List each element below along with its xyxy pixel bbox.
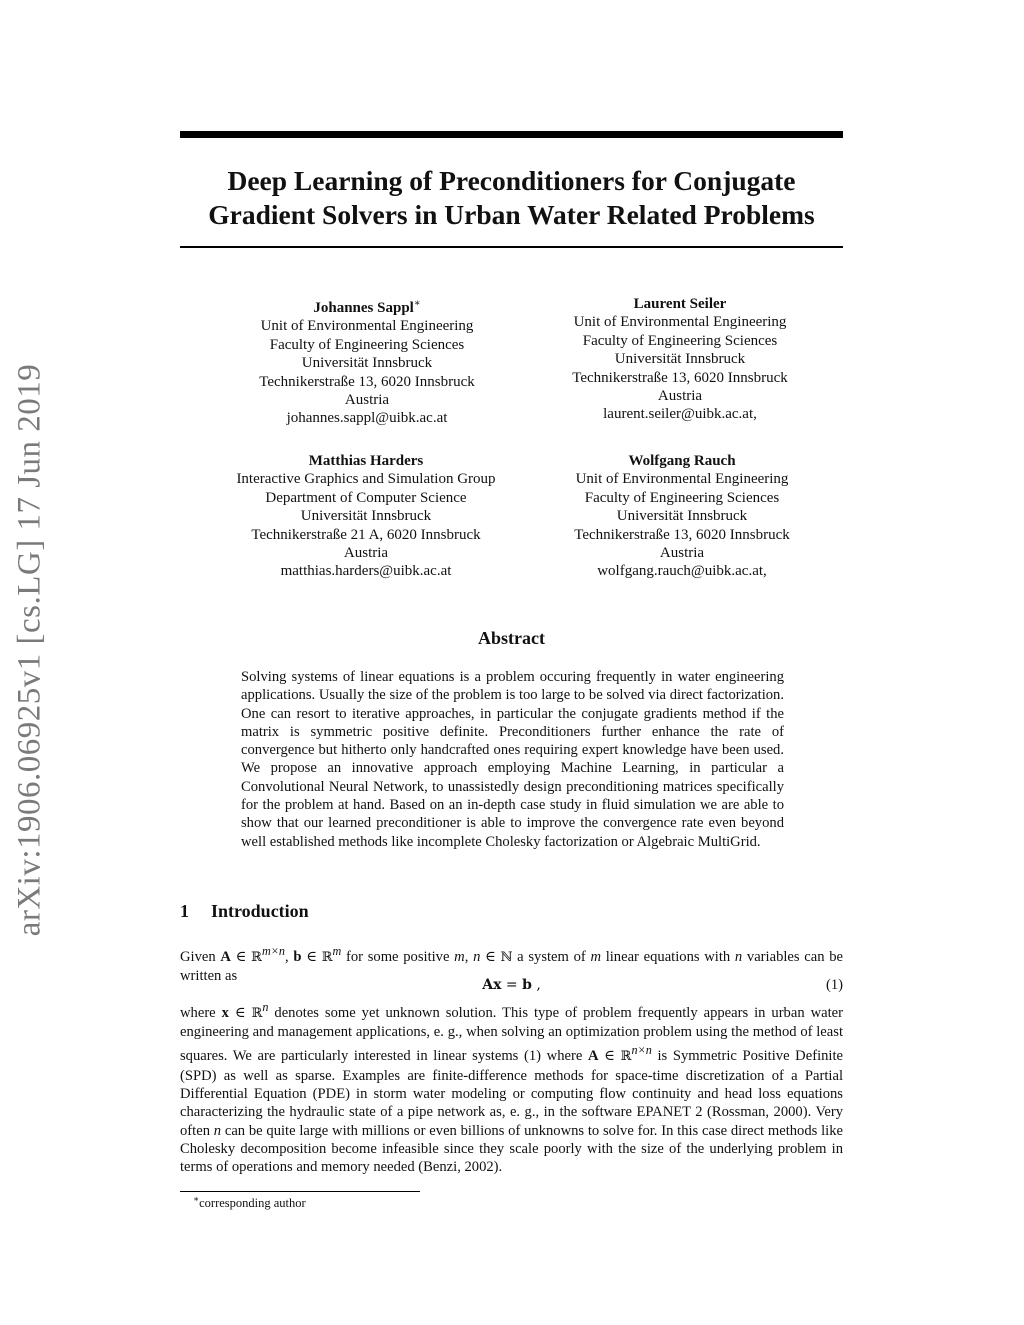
author-name: Johannes Sappl∗ bbox=[313, 298, 421, 316]
title-rule-top bbox=[180, 131, 843, 138]
footnote bbox=[193, 1194, 306, 1211]
abstract-heading: Abstract bbox=[478, 628, 545, 648]
footnote-text: corresponding author bbox=[199, 1196, 306, 1211]
author-email: laurent.seiler@uibk.ac.at, bbox=[603, 406, 757, 423]
equation-number: (1) bbox=[825, 977, 843, 993]
author-affiliation-line: Austria bbox=[344, 392, 390, 409]
author-block-seiler bbox=[530, 295, 830, 424]
author-affiliation-line: Universität Innsbruck bbox=[301, 355, 433, 372]
author-affiliation-line: Faculty of Engineering Sciences bbox=[582, 332, 778, 349]
section-number: 1 bbox=[180, 901, 189, 921]
abstract-text: Solving systems of linear equations is a problem occuring frequently in water engineering applications. Usually the size of the problem is too large to be solved via direct factorization. One can resort to iterative approaches, in particular the conjugate gradients method if the matrix is symmetric positive definite. Preconditioners further enhance the rate of convergence but hitherto only handcrafted ones requiring expert knowledge have been used. We propose an innovative approach employing Machine Learning, in particular a Convolutional Neural Network, to unassistedly design preconditioning matrices specifically for the problem at hand. Based on an in-depth case study in fluid simulation we are able to show that our learned preconditioner is able to improve the convergence rate even beyond well established methods like incomplete Cholesky factorization or Algebraic MultiGrid. bbox=[241, 669, 784, 850]
title-line-2: Gradient Solvers in Urban Water Related Problems bbox=[208, 199, 815, 230]
equation-1 bbox=[180, 977, 843, 997]
author-name: Matthias Harders bbox=[308, 453, 424, 469]
section-title: Introduction bbox=[211, 901, 309, 921]
author-name: Wolfgang Rauch bbox=[628, 453, 736, 469]
author-block-sappl bbox=[217, 295, 517, 428]
author-affiliation-line: Interactive Graphics and Simulation Group bbox=[236, 471, 496, 488]
equation-body: Ax = b , bbox=[482, 977, 541, 993]
author-affiliation-line: Technikerstraße 13, 6020 Innsbruck bbox=[572, 369, 788, 386]
intro-paragraph-1: Given A ∈ ℝ$^{m\times n}$, b ∈ ℝ$^m$ for some positive m, n ∈ ℕ a system of m linear equations with n variables can be written as bbox=[180, 944, 844, 985]
footnote-mark: ∗ bbox=[193, 1194, 200, 1204]
author-affiliation-line: Austria bbox=[657, 388, 703, 405]
author-affiliation-line: Austria bbox=[343, 545, 389, 562]
author-affiliation-line: Unit of Environmental Engineering bbox=[575, 471, 789, 488]
author-email: johannes.sappl@uibk.ac.at bbox=[286, 410, 448, 427]
arxiv-stamp-text: arXiv:1906.06925v1 [cs.LG] 17 Jun 2019 bbox=[11, 363, 48, 937]
author-affiliation-line: Technikerstraße 21 A, 6020 Innsbruck bbox=[251, 526, 481, 543]
author-affiliation-line: Department of Computer Science bbox=[265, 489, 467, 506]
title-rule-bottom bbox=[180, 246, 843, 248]
title-line-1: Deep Learning of Preconditioners for Conjugate bbox=[227, 165, 796, 196]
author-block-rauch bbox=[532, 452, 832, 581]
author-affiliation-line: Faculty of Engineering Sciences bbox=[584, 489, 780, 506]
paper-title bbox=[180, 164, 843, 232]
author-name: Laurent Seiler bbox=[633, 296, 727, 312]
author-affiliation-line: Faculty of Engineering Sciences bbox=[269, 336, 465, 353]
intro-paragraph-2: where x ∈ ℝ$^n$ denotes some yet unknown solution. This type of problem frequently appears in urban water engineering and management applications, e. g., when solving an optimization problem using the method of least squares. We are particularly interested in linear systems (1) where A ∈ ℝ$^{n\times n}$ is Symmetric Positive Definite (SPD) as well as sparse. Examples are finite-difference methods for space-time discretization of a Partial Differential Equation (PDE) in storm water modeling or computing flow continuity and head loss equations characterizing the hydraulic state of a pipe network as, e. g., in the software EPANET 2 (Rossman, 2000). Very often n can be quite large with millions or even billions of unknowns to solve for. In this case direct methods like Cholesky decomposition become infeasible since they scale poorly with the size of the underlying problem in terms of operations and memory needed (Benzi, 2002). bbox=[180, 1000, 844, 1176]
author-affiliation-line: Universität Innsbruck bbox=[300, 508, 432, 525]
author-affiliation-line: Unit of Environmental Engineering bbox=[573, 314, 787, 331]
author-affiliation-line: Technikerstraße 13, 6020 Innsbruck bbox=[259, 373, 475, 390]
author-affiliation-line: Universität Innsbruck bbox=[614, 351, 746, 368]
author-affiliation-line: Technikerstraße 13, 6020 Innsbruck bbox=[574, 526, 790, 543]
author-block-harders bbox=[210, 452, 522, 581]
author-affiliation-line: Austria bbox=[659, 545, 705, 562]
author-affiliation-line: Universität Innsbruck bbox=[616, 508, 748, 525]
footnote-rule bbox=[180, 1191, 420, 1192]
section-heading-introduction bbox=[180, 901, 309, 922]
author-email: matthias.harders@uibk.ac.at bbox=[280, 563, 452, 580]
author-email: wolfgang.rauch@uibk.ac.at, bbox=[597, 563, 767, 580]
author-affiliation-line: Unit of Environmental Engineering bbox=[260, 318, 474, 335]
